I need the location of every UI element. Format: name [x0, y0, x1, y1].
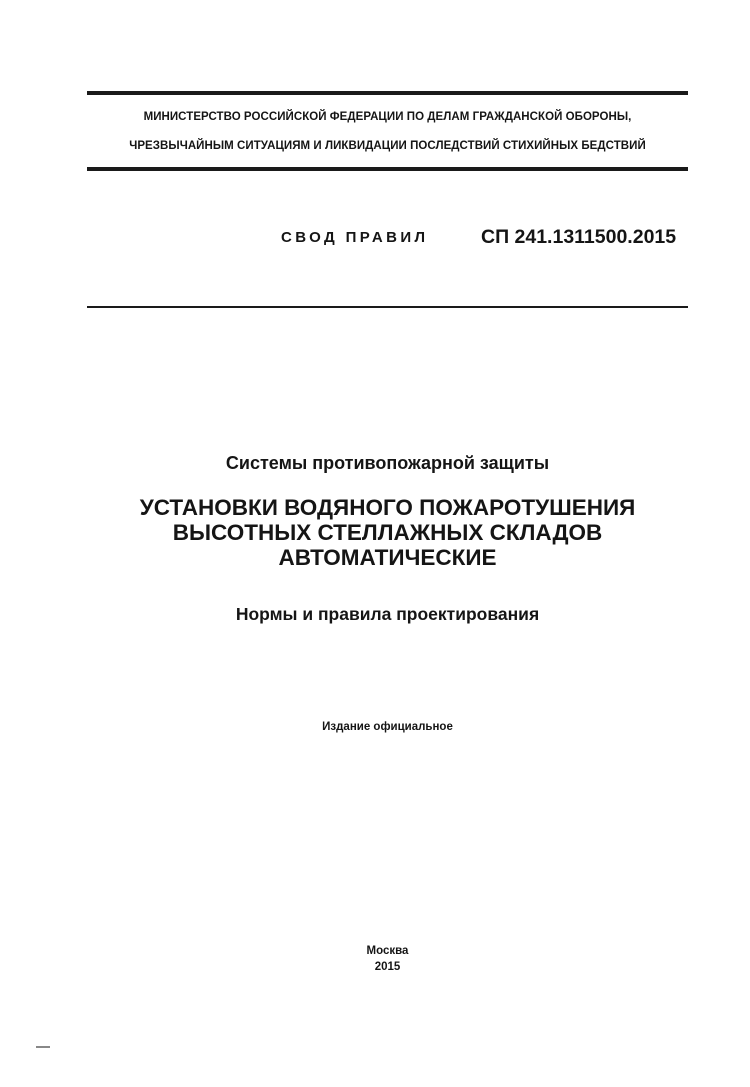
- document-subtitle: Нормы и правила проектирования: [235, 604, 540, 624]
- imprint-year: 2015: [374, 961, 401, 973]
- header-top-rule: [87, 91, 688, 95]
- code-rule: [87, 306, 688, 308]
- ministry-line-2: ЧРЕЗВЫЧАЙНЫМ СИТУАЦИЯМ И ЛИКВИДАЦИИ ПОСЛЕДСТВИЙ СТИХИЙНЫХ БЕДСТВИЙ: [129, 140, 646, 152]
- code-number: СП 241.1311500.2015: [481, 226, 677, 248]
- imprint-city: Москва: [366, 945, 409, 957]
- main-title-line-1: УСТАНОВКИ ВОДЯНОГО ПОЖАРОТУШЕНИЯ: [139, 495, 636, 520]
- code-label: СВОД ПРАВИЛ: [281, 229, 429, 246]
- ministry-line-1: МИНИСТЕРСТВО РОССИЙСКОЙ ФЕДЕРАЦИИ ПО ДЕЛАМ ГРАЖДАНСКОЙ ОБОРОНЫ,: [143, 111, 632, 123]
- corner-scan-mark: [36, 1046, 50, 1048]
- main-title-line-3: АВТОМАТИЧЕСКИЕ: [278, 545, 497, 570]
- main-title: [0, 495, 750, 570]
- header-bottom-rule: [87, 167, 688, 171]
- main-title-line-2: ВЫСОТНЫХ СТЕЛЛАЖНЫХ СКЛАДОВ: [172, 520, 603, 545]
- series-title: Системы противопожарной защиты: [225, 453, 550, 473]
- edition-label: Издание официальное: [322, 721, 453, 733]
